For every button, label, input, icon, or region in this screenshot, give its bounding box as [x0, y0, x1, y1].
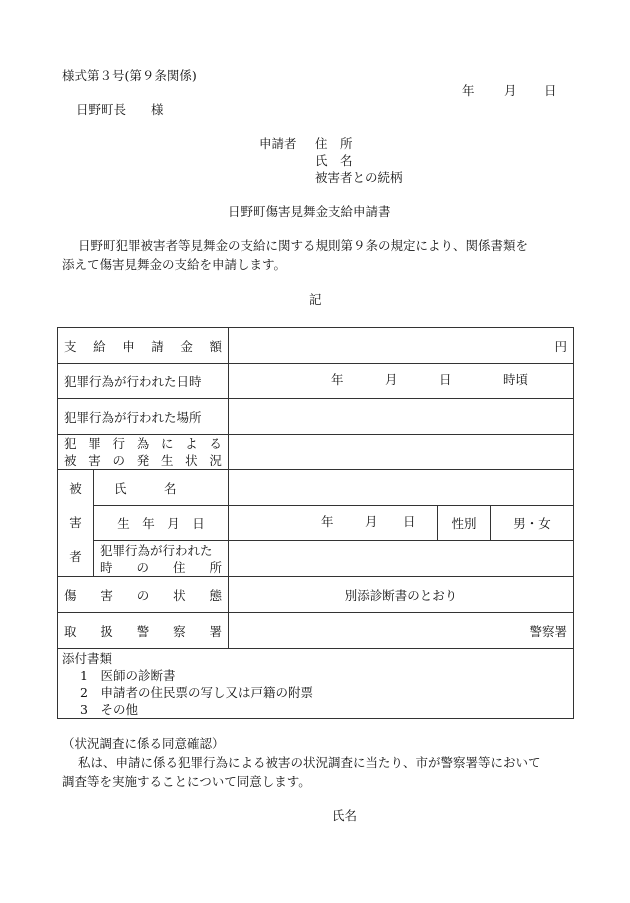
- addressee: 日野町長 様: [76, 102, 164, 117]
- attachment-item-1: 1 医師の診断書: [80, 667, 176, 683]
- datetime-label: 犯罪行為が行われた日時: [58, 364, 229, 399]
- applicant-name-label: 氏 名: [315, 153, 353, 168]
- date-day-label: 日: [544, 83, 557, 98]
- consent-line-2: 調査等を実施することについて同意します。: [62, 774, 311, 789]
- birth-day: 日: [403, 514, 416, 529]
- attachments-title: 添付書類: [62, 650, 113, 666]
- damage-label-cell: [58, 435, 229, 470]
- victim-birth-field[interactable]: [229, 506, 438, 541]
- datetime-year: 年: [331, 372, 344, 387]
- datetime-day: 日: [439, 372, 452, 387]
- victim-name-label: 氏 名: [94, 470, 229, 506]
- sex-label: 性別: [438, 506, 491, 541]
- birth-month: 月: [365, 514, 378, 529]
- datetime-time: 時頃: [503, 372, 529, 387]
- damage-label-line1: 犯 罪 行 為 に よ る: [64, 436, 222, 451]
- attachment-item-3: 3 その他: [80, 701, 138, 717]
- applicant-address-label: 住 所: [315, 136, 353, 151]
- document-title: 日野町傷害見舞金支給申請書: [228, 204, 391, 219]
- injury-label-cell: [58, 577, 229, 613]
- row-victim-name: [58, 470, 574, 506]
- consent-heading: （状況調査に係る同意確認）: [62, 736, 225, 751]
- victim-address-label-line1: 犯罪行為が行われた: [100, 542, 213, 558]
- datetime-field[interactable]: [229, 364, 574, 399]
- damage-label-line2: 被 害 の 発 生 状 況: [64, 453, 222, 468]
- applicant-relation-label: 被害者との続柄: [315, 170, 403, 185]
- consent-name-label: 氏名: [332, 808, 358, 823]
- date-year-label: 年: [462, 83, 475, 98]
- amount-label: 支 給 申 請 金 額: [64, 338, 222, 354]
- damage-field[interactable]: [229, 435, 574, 470]
- victim-address-label-line2: 時 の 住 所: [100, 559, 222, 575]
- birth-year: 年: [321, 514, 334, 529]
- consent-line-1: 私は、申請に係る犯罪行為による被害の状況調査に当たり、市が警察署等において: [78, 755, 541, 770]
- attachment-item-2: 2 申請者の住民票の写し又は戸籍の附票: [80, 684, 313, 700]
- police-label: 取 扱 警 察 署: [64, 623, 222, 639]
- datetime-month: 月: [385, 372, 398, 387]
- injury-label: 傷 害 の 状 態: [64, 587, 222, 603]
- row-police: [58, 613, 574, 649]
- victim-group-label: 被 害 者: [58, 470, 94, 577]
- row-victim-birth: [58, 506, 574, 541]
- row-damage: [58, 435, 574, 470]
- row-injury: [58, 577, 574, 613]
- row-attachments: [58, 649, 574, 719]
- row-amount: [58, 328, 574, 364]
- victim-address-field[interactable]: [229, 541, 574, 577]
- police-unit: 警察署: [529, 623, 568, 639]
- row-datetime: [58, 364, 574, 399]
- place-field[interactable]: [229, 399, 574, 435]
- body-line-2: 添えて傷害見舞金の支給を申請します。: [62, 257, 287, 272]
- police-field[interactable]: [229, 613, 574, 649]
- application-table: [57, 327, 574, 719]
- attachments-cell: [58, 649, 574, 719]
- place-label: 犯罪行為が行われた場所: [58, 399, 229, 435]
- row-place: [58, 399, 574, 435]
- victim-birth-label: 生 年 月 日: [94, 506, 229, 541]
- body-line-1: 日野町犯罪被害者等見舞金の支給に関する規則第９条の規定により、関係書類を: [78, 238, 529, 253]
- date-month-label: 月: [504, 83, 517, 98]
- sex-value[interactable]: 男・女: [491, 506, 574, 541]
- ki-marker: 記: [309, 292, 322, 307]
- row-victim-address: [58, 541, 574, 577]
- amount-unit: 円: [554, 338, 568, 354]
- police-label-cell: [58, 613, 229, 649]
- injury-value: 別添診断書のとおり: [229, 577, 574, 613]
- applicant-label: 申請者: [259, 136, 297, 151]
- victim-address-label-cell: [94, 541, 229, 577]
- amount-field[interactable]: [229, 328, 574, 364]
- victim-name-field[interactable]: [229, 470, 574, 506]
- form-number: 様式第３号(第９条関係): [62, 68, 197, 83]
- amount-label-cell: [58, 328, 229, 364]
